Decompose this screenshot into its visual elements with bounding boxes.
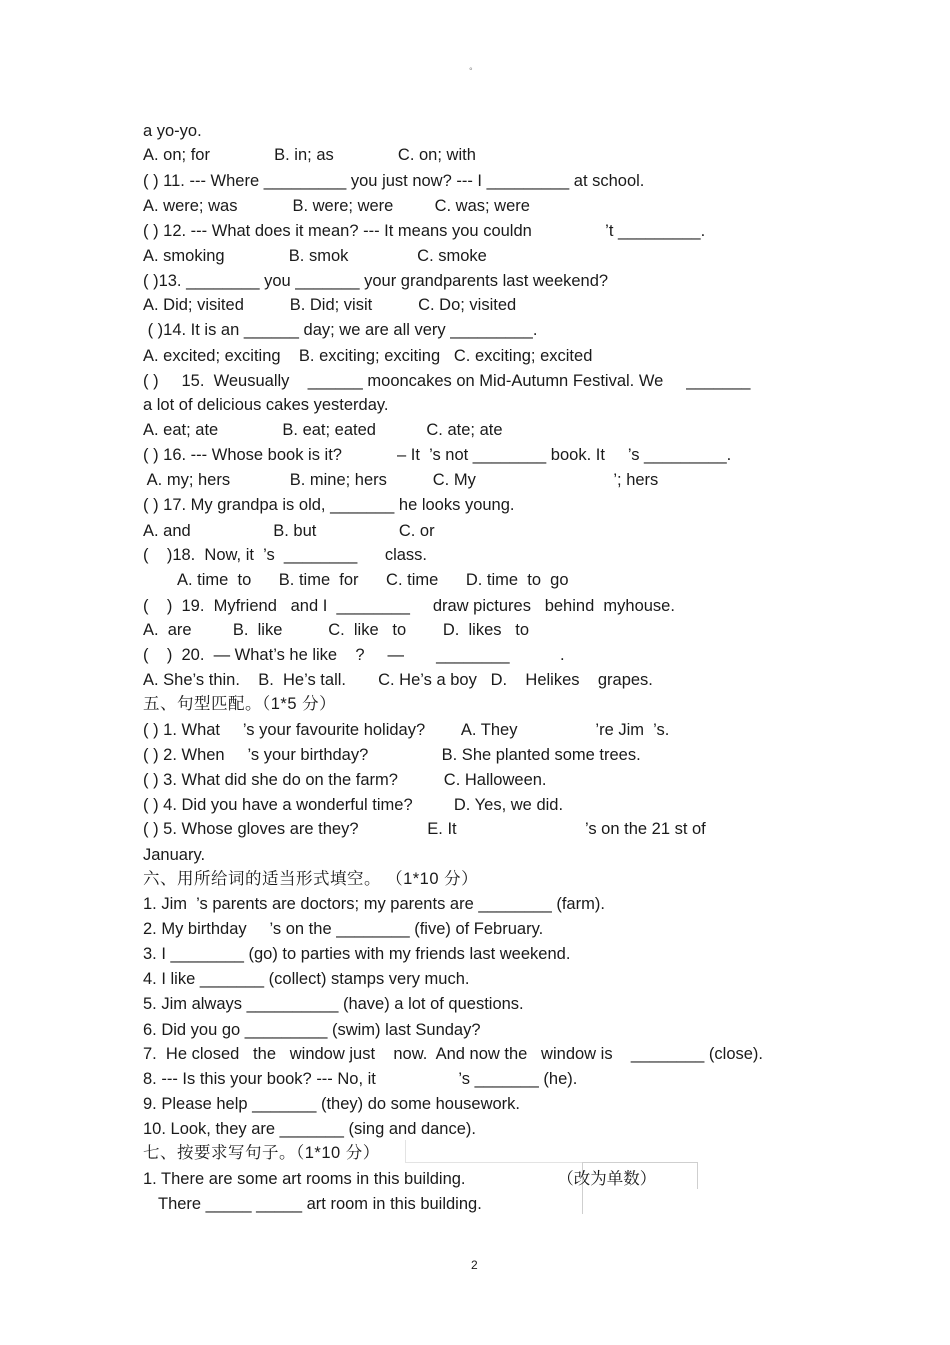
match-item-3: ( ) 3. What did she do on the farm? C. Halloween. — [143, 771, 547, 789]
fill-item-10: 10. Look, they are _______ (sing and dance). — [143, 1120, 476, 1138]
section-5-heading: 五、句型匹配。（1*5 分） — [143, 695, 337, 713]
q16-options: A. my; hers B. mine; hers C. My ’; hers — [143, 471, 659, 489]
question-14: ( )14. It is an ______ day; we are all very _________. — [143, 321, 538, 339]
fill-item-7: 7. He closed the window just now. And now the window is ________ (close). — [143, 1045, 764, 1063]
q15-options: A. eat; ate B. eat; eated C. ate; ate — [143, 421, 503, 439]
question-15-cont: a lot of delicious cakes yesterday. — [143, 396, 389, 414]
question-19: ( ) 19. Myfriend and I ________ draw pictures behind myhouse. — [143, 597, 675, 615]
match-item-1: ( ) 1. What ’s your favourite holiday? A. They ’re Jim ’s. — [143, 721, 670, 739]
match-item-5-cont: January. — [143, 846, 206, 864]
fill-item-3: 3. I ________ (go) to parties with my friends last weekend. — [143, 945, 571, 963]
match-item-5: ( ) 5. Whose gloves are they? E. It ’s on the 21 st of — [143, 820, 706, 838]
fill-item-5: 5. Jim always __________ (have) a lot of questions. — [143, 995, 524, 1013]
rewrite-item-1-answer: There _____ _____ art room in this building. — [158, 1195, 482, 1213]
question-13: ( )13. ________ you _______ your grandparents last weekend? — [143, 272, 609, 290]
question-11: ( ) 11. --- Where _________ you just now? --- I _________ at school. — [143, 172, 645, 190]
rewrite-box-rule — [405, 1162, 582, 1163]
fill-item-8: 8. --- Is this your book? --- No, it ’s _______ (he). — [143, 1070, 578, 1088]
match-item-4: ( ) 4. Did you have a wonderful time? D. Yes, we did. — [143, 796, 564, 814]
fill-item-4: 4. I like _______ (collect) stamps very much. — [143, 970, 470, 988]
q14-options: A. excited; exciting B. exciting; exciting C. exciting; excited — [143, 347, 593, 365]
question-18: ( )18. Now, it ’s ________ class. — [143, 546, 427, 564]
question-17: ( ) 17. My grandpa is old, _______ he looks young. — [143, 496, 515, 514]
question-10-tail: a yo-yo. — [143, 122, 202, 140]
fill-item-6: 6. Did you go _________ (swim) last Sunday? — [143, 1021, 481, 1039]
header-mark: ° — [469, 66, 473, 76]
match-item-2: ( ) 2. When ’s your birthday? B. She planted some trees. — [143, 746, 641, 764]
page-number: 2 — [471, 1258, 478, 1272]
q17-options: A. and B. but C. or — [143, 522, 435, 540]
rewrite-item-1: 1. There are some art rooms in this building. （改为单数） — [143, 1170, 657, 1188]
q11-options: A. were; was B. were; were C. was; were — [143, 197, 530, 215]
q18-options: A. time to B. time for C. time D. time to go — [177, 571, 569, 589]
rewrite-box-divider — [405, 1140, 406, 1162]
question-20: ( ) 20. — What’s he like ? — ________ . — [143, 646, 565, 664]
q20-options: A. She’s thin. B. He’s tall. C. He’s a boy D. Helikes grapes. — [143, 671, 653, 689]
q10-options: A. on; for B. in; as C. on; with — [143, 146, 476, 164]
question-12: ( ) 12. --- What does it mean? --- It means you couldn ’t _________. — [143, 222, 706, 240]
fill-item-2: 2. My birthday ’s on the ________ (five) of February. — [143, 920, 544, 938]
fill-item-1: 1. Jim ’s parents are doctors; my parents are ________ (farm). — [143, 895, 605, 913]
section-7-heading: 七、按要求写句子。（1*10 分） — [143, 1144, 380, 1162]
q13-options: A. Did; visited B. Did; visit C. Do; visited — [143, 296, 517, 314]
rewrite-note-box-edge — [582, 1188, 583, 1214]
question-15: ( ) 15. Weusually ______ mooncakes on Mid-Autumn Festival. We _______ — [143, 372, 751, 390]
q12-options: A. smoking B. smok C. smoke — [143, 247, 487, 265]
section-6-heading: 六、用所给词的适当形式填空。 （1*10 分） — [143, 870, 479, 888]
q19-options: A. are B. like C. like to D. likes to — [143, 621, 530, 639]
fill-item-9: 9. Please help _______ (they) do some housework. — [143, 1095, 520, 1113]
question-16: ( ) 16. --- Whose book is it? – It ’s not ________ book. It ’s _________. — [143, 446, 732, 464]
